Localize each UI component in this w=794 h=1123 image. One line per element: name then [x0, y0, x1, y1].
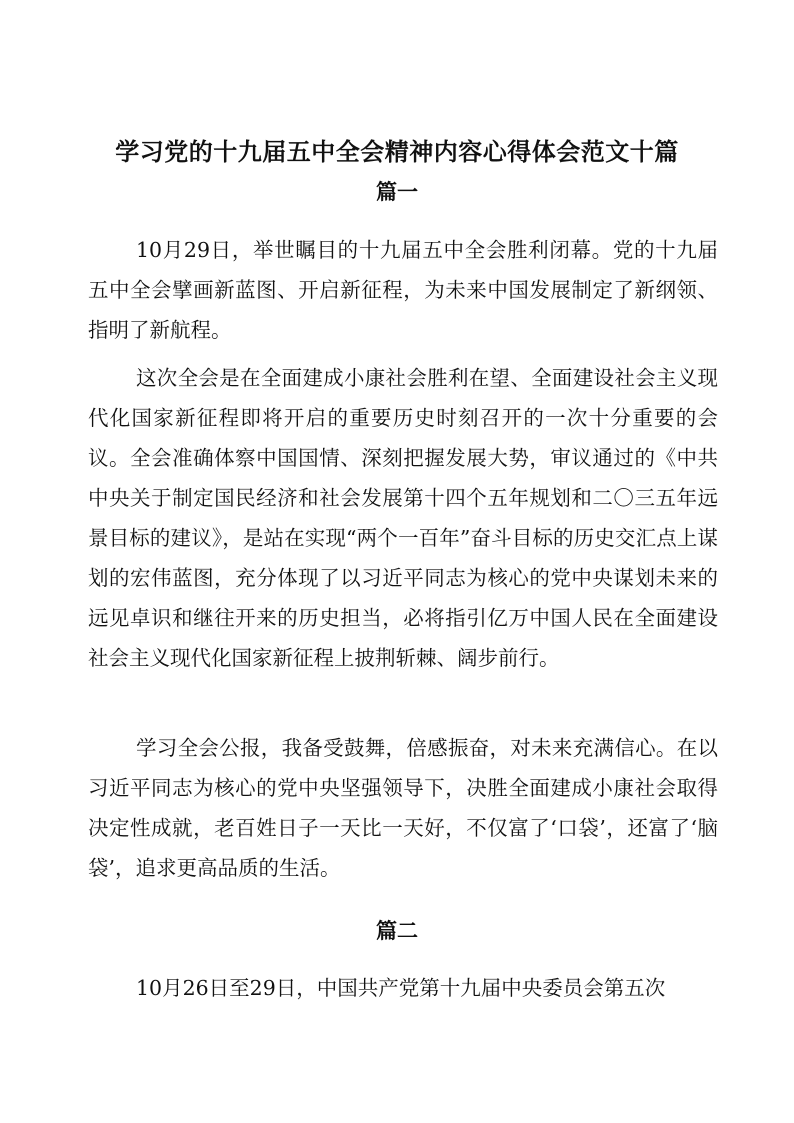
- section-heading-1: 篇一: [376, 179, 418, 204]
- paragraph: 10月26日至29日，中国共产党第十九届中央委员会第五次: [136, 976, 666, 1000]
- paragraph: 学习全会公报，我备受鼓舞，倍感振奋，对未来充满信心。在以习近平同志为核心的党中央坚强领导下，决胜全面建成小康社会取得决定性成就，老百姓日子一天比一天好，不仅富了‘口袋’，还富了‘脑袋’，追求更高品质的生活。: [88, 736, 718, 880]
- paragraph: 这次全会是在全面建成小康社会胜利在望、全面建设社会主义现代化国家新征程即将开启的重要历史时刻召开的一次十分重要的会议。全会准确体察中国国情、深刻把握发展大势，审议通过的《中共中央关于制定国民经济和社会发展第十四个五年规划和二〇三五年远景目标的建议》，是站在实现“两个一百年”奋斗目标的历史交汇点上谋划的宏伟蓝图，充分体现了以习近平同志为核心的党中央谋划未来的远见卓识和继往开来的历史担当，必将指引亿万中国人民在全面建设社会主义现代化国家新征程上披荆斩棘、阔步前行。: [88, 366, 718, 670]
- section-heading-2: 篇二: [376, 918, 418, 943]
- document-title: 学习党的十九届五中全会精神内容心得体会范文十篇: [115, 137, 679, 167]
- paragraph: 10月29日，举世瞩目的十九届五中全会胜利闭幕。党的十九届五中全会擘画新蓝图、开启新征程，为未来中国发展制定了新纲领、指明了新航程。: [88, 238, 718, 342]
